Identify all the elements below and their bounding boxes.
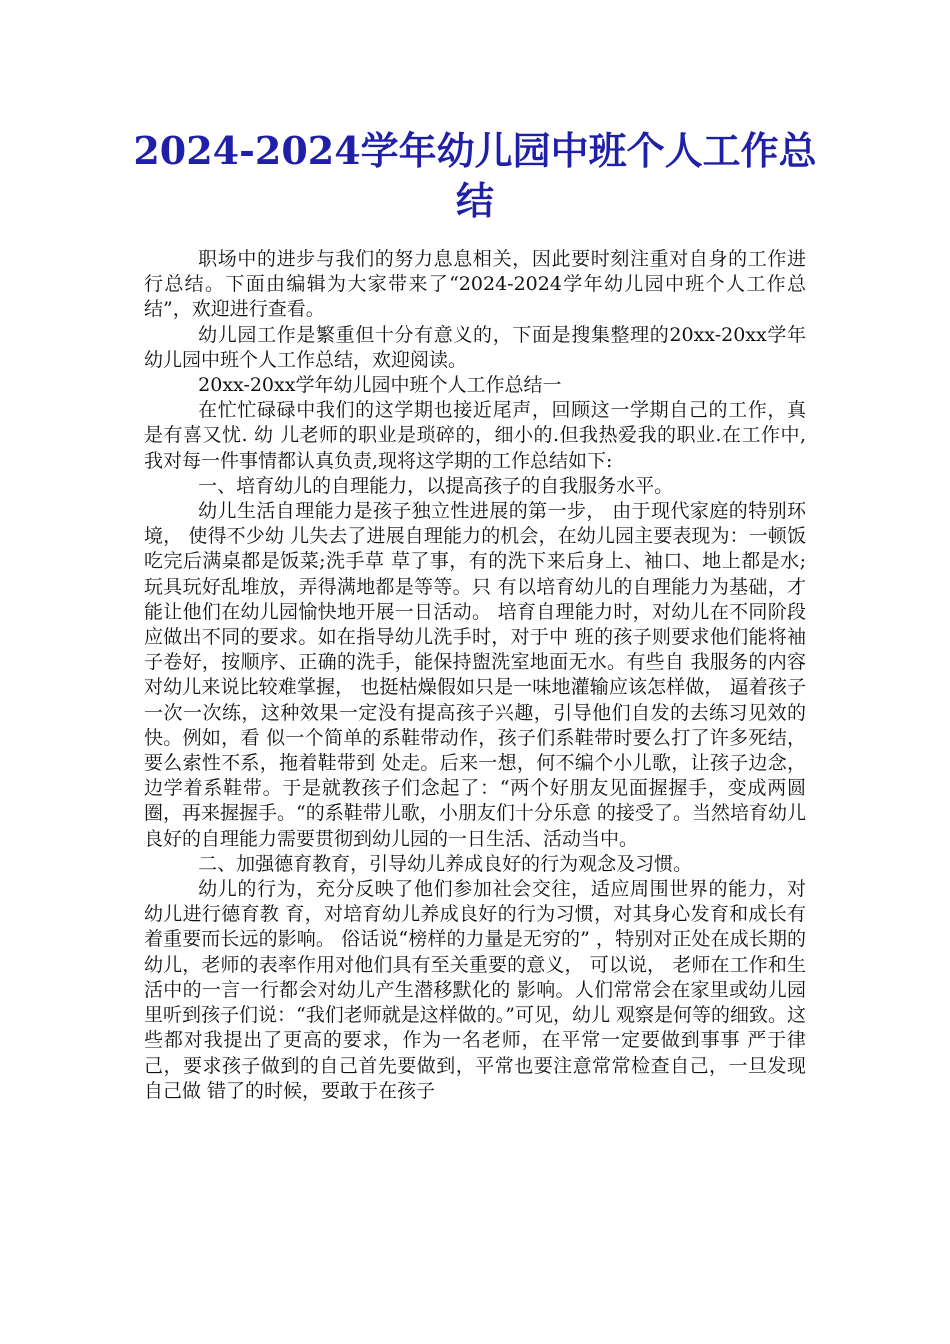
document-body [144, 247, 806, 1104]
document-title: 2024-2024学年幼儿园中班个人工作总结 [133, 128, 817, 223]
paragraph-self-care: 幼儿生活自理能力是孩子独立性进展的第一步， 由于现代家庭的特别环境， 使得不少幼 儿失去了进展自理能力的机会，在幼儿园主要表现为：一顿饭吃完后满桌都是饭菜;洗手草 草了事，有的洗下来后身上、袖口、地上都是水;玩具玩好乱堆放，弄得满地都是等等。只 有以培育幼儿的自理能力为基础，才能让他们在幼儿园愉快地开展一日活动。 培育自理能力时，对幼儿在不同阶段应做出不同的要求。如在指导幼儿洗手时，对于中 班的孩子则要求他们能将袖子卷好，按顺序、正确的洗手，能保持盥洗室地面无水。有些自 我服务的内容对幼儿来说比较难掌握， 也挺枯燥假如只是一味地灌输应该怎样做， 逼着孩子 一次一次练，这种效果一定没有提高孩子兴趣，引导他们自发的去练习见效的快。例如，看 似一个简单的系鞋带动作，孩子们系鞋带时要么打了许多死结，要么索性不系，拖着鞋带到 处走。后来一想，何不编个小儿歌，让孩子边念，边学着系鞋带。于是就教孩子们念起了：“两个好朋友见面握握手，变成两圆圈，再来握握手。“的系鞋带儿歌，小朋友们十分乐意 的接受了。当然培育幼儿良好的自理能力需要贯彻到幼儿园的一日生活、活动当中。 [144, 500, 806, 850]
section-heading-moral-education: 二、加强德育教育，引导幼儿养成良好的行为观念及习惯。 [198, 852, 693, 875]
paragraph-opening: 在忙忙碌碌中我们的这学期也接近尾声，回顾这一学期自己的工作，真是有喜又忧. 幼 儿老师的职业是琐碎的，细小的.但我热爱我的职业.在工作中,我对每一件事情都认真负责,现将这学期的工作总结如下: [144, 399, 806, 472]
section-heading-summary-one: 20xx-20xx学年幼儿园中班个人工作总结一 [198, 374, 562, 397]
section-heading-self-care: 一、培育幼儿的自理能力，以提高孩子的自我服务水平。 [198, 474, 674, 497]
paragraph-intro: 职场中的进步与我们的努力息息相关，因此要时刻注重对自身的工作进行总结。下面由编辑为大家带来了“2024-2024学年幼儿园中班个人工作总结”，欢迎进行查看。 [144, 248, 806, 321]
paragraph-lead: 幼儿园工作是繁重但十分有意义的，下面是搜集整理的20xx-20xx学年幼儿园中班个人工作总结，欢迎阅读。 [144, 323, 806, 371]
paragraph-moral-education: 幼儿的行为，充分反映了他们参加社会交往，适应周围世界的能力，对幼儿进行德育教 育，对培育幼儿养成良好的行为习惯，对其身心发育和成长有着重要而长远的影响。 俗话说“榜样的力量是无穷的” ，特别对正处在成长期的幼儿，老师的表率作用对他们具有至关重要的意义， 可以说， 老师在工作和生活中的一言一行都会对幼儿产生潜移默化的 影响。人们常常会在家里或幼儿园里听到孩子们说：“我们老师就是这样做的。”可见，幼儿 观察是何等的细致。这些都对我提出了更高的要求，作为一名老师，在平常一定要做到事事 严于律己，要求孩子做到的自己首先要做到，平常也要注意常常检查自己，一旦发现自己做 错了的时候，要敢于在孩子 [144, 878, 806, 1102]
